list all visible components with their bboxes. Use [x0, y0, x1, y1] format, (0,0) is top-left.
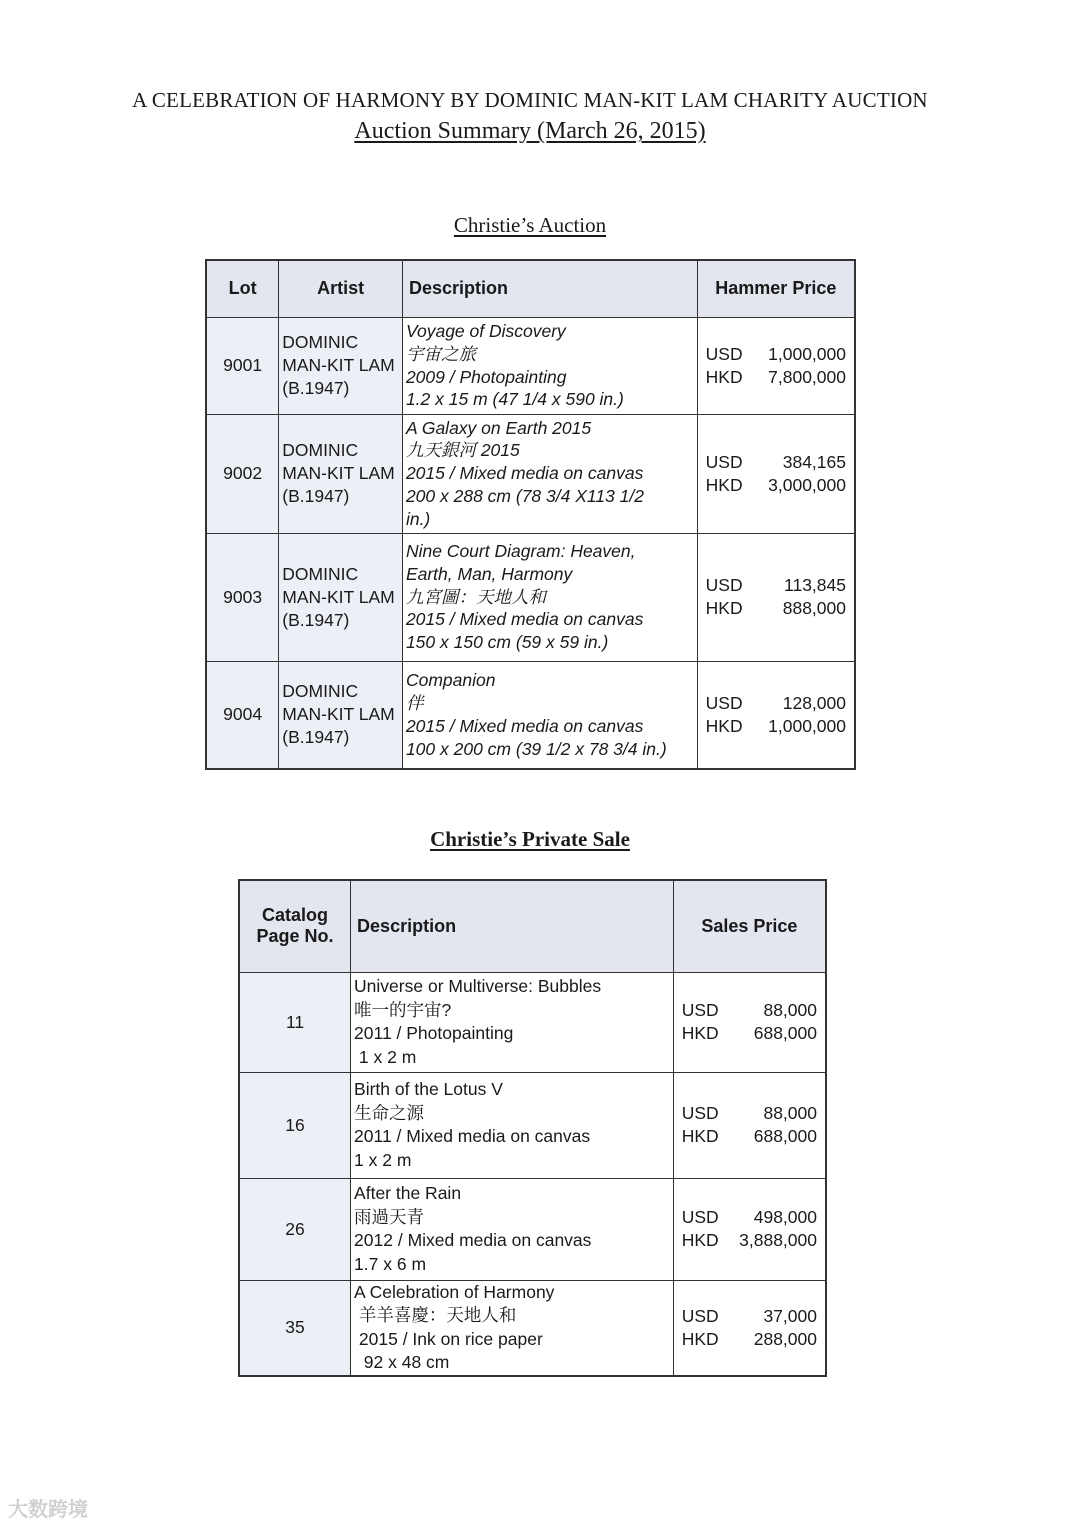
description-line: 100 x 200 cm (39 1/2 x 78 3/4 in.) — [405, 738, 667, 759]
currency-label: USD — [705, 343, 743, 364]
artist-line: MAN-KIT LAM — [282, 463, 395, 483]
usd-price: 37,000 — [763, 1305, 817, 1326]
artist-line: DOMINIC — [282, 332, 359, 352]
description-line: 2015 / Mixed media on canvas — [405, 463, 644, 484]
table-row — [239, 972, 826, 1072]
description-cell — [351, 1280, 674, 1376]
description-line: 九宮圖：天地人和 — [405, 586, 546, 607]
document-title: A CELEBRATION OF HARMONY BY DOMINIC MAN-KIT LAM CHARITY AUCTION — [132, 88, 928, 112]
private-sale-section-title: Christie’s Private Sale — [430, 827, 630, 851]
currency-label: USD — [705, 575, 743, 595]
hkd-price: 688,000 — [753, 1023, 817, 1043]
description-line: 雨過天青 — [354, 1206, 425, 1227]
price-cell — [697, 414, 855, 533]
lot-number: 9001 — [206, 317, 279, 414]
usd-price: 498,000 — [753, 1207, 817, 1227]
catalog-page-number: 16 — [239, 1072, 351, 1178]
usd-price: 88,000 — [763, 1103, 817, 1123]
description-line: 2009 / Photopainting — [405, 366, 567, 387]
artist-line: MAN-KIT LAM — [282, 586, 395, 607]
currency-label: USD — [681, 1305, 719, 1326]
artist-line: DOMINIC — [282, 440, 359, 460]
artist-line: MAN-KIT LAM — [282, 355, 395, 375]
table-row — [239, 1178, 826, 1280]
artist-line: DOMINIC — [282, 681, 359, 702]
hkd-price: 7,800,000 — [768, 366, 846, 387]
description-line: After the Rain — [354, 1183, 462, 1203]
description-cell — [402, 317, 697, 414]
price-cell — [697, 661, 855, 769]
hkd-price: 888,000 — [782, 598, 846, 618]
description-line: 1.7 x 6 m — [354, 1253, 427, 1274]
description-line: 150 x 150 cm (59 x 59 in.) — [405, 632, 609, 653]
price-cell — [697, 533, 855, 661]
artist-line: (B.1947) — [282, 378, 350, 398]
description-line: 唯一的宇宙? — [354, 999, 452, 1020]
column-header-artist: Artist — [279, 260, 403, 317]
description-line: 九天銀河 2015 — [405, 440, 520, 461]
description-cell — [351, 972, 674, 1072]
artist-line: DOMINIC — [282, 563, 359, 584]
currency-label: USD — [681, 1207, 719, 1227]
table-row — [239, 1072, 826, 1178]
column-header-description: Description — [351, 880, 674, 972]
description-line: in.) — [405, 508, 431, 529]
description-cell — [402, 661, 697, 769]
currency-label: HKD — [681, 1328, 719, 1349]
artist-cell — [279, 661, 403, 769]
table-row — [206, 317, 855, 414]
currency-label: HKD — [681, 1023, 719, 1043]
private-sale-table — [238, 879, 827, 1377]
currency-label: HKD — [705, 366, 743, 387]
artist-line: MAN-KIT LAM — [282, 704, 395, 725]
description-line: 2011 / Mixed media on canvas — [354, 1126, 591, 1146]
auction-section-title: Christie’s Auction — [453, 213, 607, 237]
table-row — [206, 661, 855, 769]
description-line: A Celebration of Harmony — [354, 1281, 555, 1302]
description-cell — [402, 414, 697, 533]
catalog-page-number: 11 — [239, 972, 351, 1072]
currency-label: HKD — [705, 715, 743, 736]
description-line: 羊羊喜慶：天地人和 — [354, 1305, 517, 1325]
description-line: 2015 / Ink on rice paper — [354, 1328, 543, 1349]
description-line: 1.2 x 15 m (47 1/4 x 590 in.) — [405, 389, 624, 410]
column-header-lot: Lot — [206, 260, 279, 317]
catalog-page-number: 35 — [239, 1280, 351, 1376]
description-line: 2015 / Mixed media on canvas — [405, 715, 644, 736]
description-line: 2011 / Photopainting — [354, 1023, 514, 1043]
currency-label: USD — [705, 692, 743, 713]
description-line: 生命之源 — [354, 1102, 425, 1123]
catalog-header-line: Catalog — [262, 905, 329, 926]
document-subtitle: Auction Summary (March 26, 2015) — [354, 118, 706, 144]
description-cell — [351, 1072, 674, 1178]
price-cell — [673, 1072, 826, 1178]
artist-line: (B.1947) — [282, 486, 350, 506]
currency-label: HKD — [681, 1230, 719, 1250]
artist-cell — [279, 533, 403, 661]
artist-cell — [279, 414, 403, 533]
hkd-price: 3,888,000 — [739, 1230, 817, 1250]
artist-cell — [279, 317, 403, 414]
currency-label: USD — [681, 1103, 719, 1123]
artist-line: (B.1947) — [282, 727, 350, 748]
description-line: 宇宙之旅 — [405, 343, 476, 364]
description-line: Birth of the Lotus V — [354, 1079, 503, 1099]
catalog-page-number: 26 — [239, 1178, 351, 1280]
column-header-catalog-page — [239, 880, 351, 972]
table-row — [206, 533, 855, 661]
table-row — [239, 1280, 826, 1376]
column-header-sales-price: Sales Price — [673, 880, 826, 972]
description-line: Earth, Man, Harmony — [405, 563, 573, 584]
description-line: 1 x 2 m — [354, 1149, 412, 1170]
description-line: 2015 / Mixed media on canvas — [405, 609, 644, 630]
description-line: Universe or Multiverse: Bubbles — [354, 976, 602, 996]
description-line: 伴 — [405, 692, 424, 713]
description-cell — [351, 1178, 674, 1280]
table-row — [206, 414, 855, 533]
price-cell — [697, 317, 855, 414]
hkd-price: 688,000 — [753, 1126, 817, 1146]
description-cell — [402, 533, 697, 661]
catalog-header-line: Page No. — [256, 926, 334, 947]
auction-table — [205, 259, 856, 770]
usd-price: 88,000 — [763, 1000, 817, 1020]
column-header-hammer-price: Hammer Price — [697, 260, 855, 317]
price-cell — [673, 972, 826, 1072]
description-line: 1 x 2 m — [354, 1046, 417, 1067]
description-line: 2012 / Mixed media on canvas — [354, 1230, 592, 1250]
hkd-price: 3,000,000 — [768, 474, 846, 495]
lot-number: 9002 — [206, 414, 279, 533]
description-line: Companion — [405, 670, 496, 691]
hkd-price: 288,000 — [753, 1328, 817, 1349]
currency-label: HKD — [705, 474, 743, 495]
description-line: 92 x 48 cm — [354, 1352, 450, 1372]
description-line: Nine Court Diagram: Heaven, — [405, 541, 636, 561]
lot-number: 9004 — [206, 661, 279, 769]
price-cell — [673, 1178, 826, 1280]
currency-label: USD — [681, 1000, 719, 1020]
description-line: 200 x 288 cm (78 3/4 X113 1/2 — [405, 485, 644, 506]
artist-line: (B.1947) — [282, 609, 350, 630]
description-line: Voyage of Discovery — [405, 320, 566, 341]
usd-price: 384,165 — [782, 451, 846, 472]
currency-label: HKD — [681, 1126, 719, 1146]
usd-price: 128,000 — [782, 692, 846, 713]
price-cell — [673, 1280, 826, 1376]
watermark-logo: 大数跨境 — [8, 1499, 88, 1521]
currency-label: USD — [705, 451, 743, 472]
hkd-price: 1,000,000 — [768, 715, 846, 736]
lot-number: 9003 — [206, 533, 279, 661]
currency-label: HKD — [705, 598, 743, 618]
usd-price: 113,845 — [784, 575, 846, 595]
description-line: A Galaxy on Earth 2015 — [405, 417, 592, 438]
usd-price: 1,000,000 — [768, 343, 846, 364]
column-header-description: Description — [402, 260, 697, 317]
